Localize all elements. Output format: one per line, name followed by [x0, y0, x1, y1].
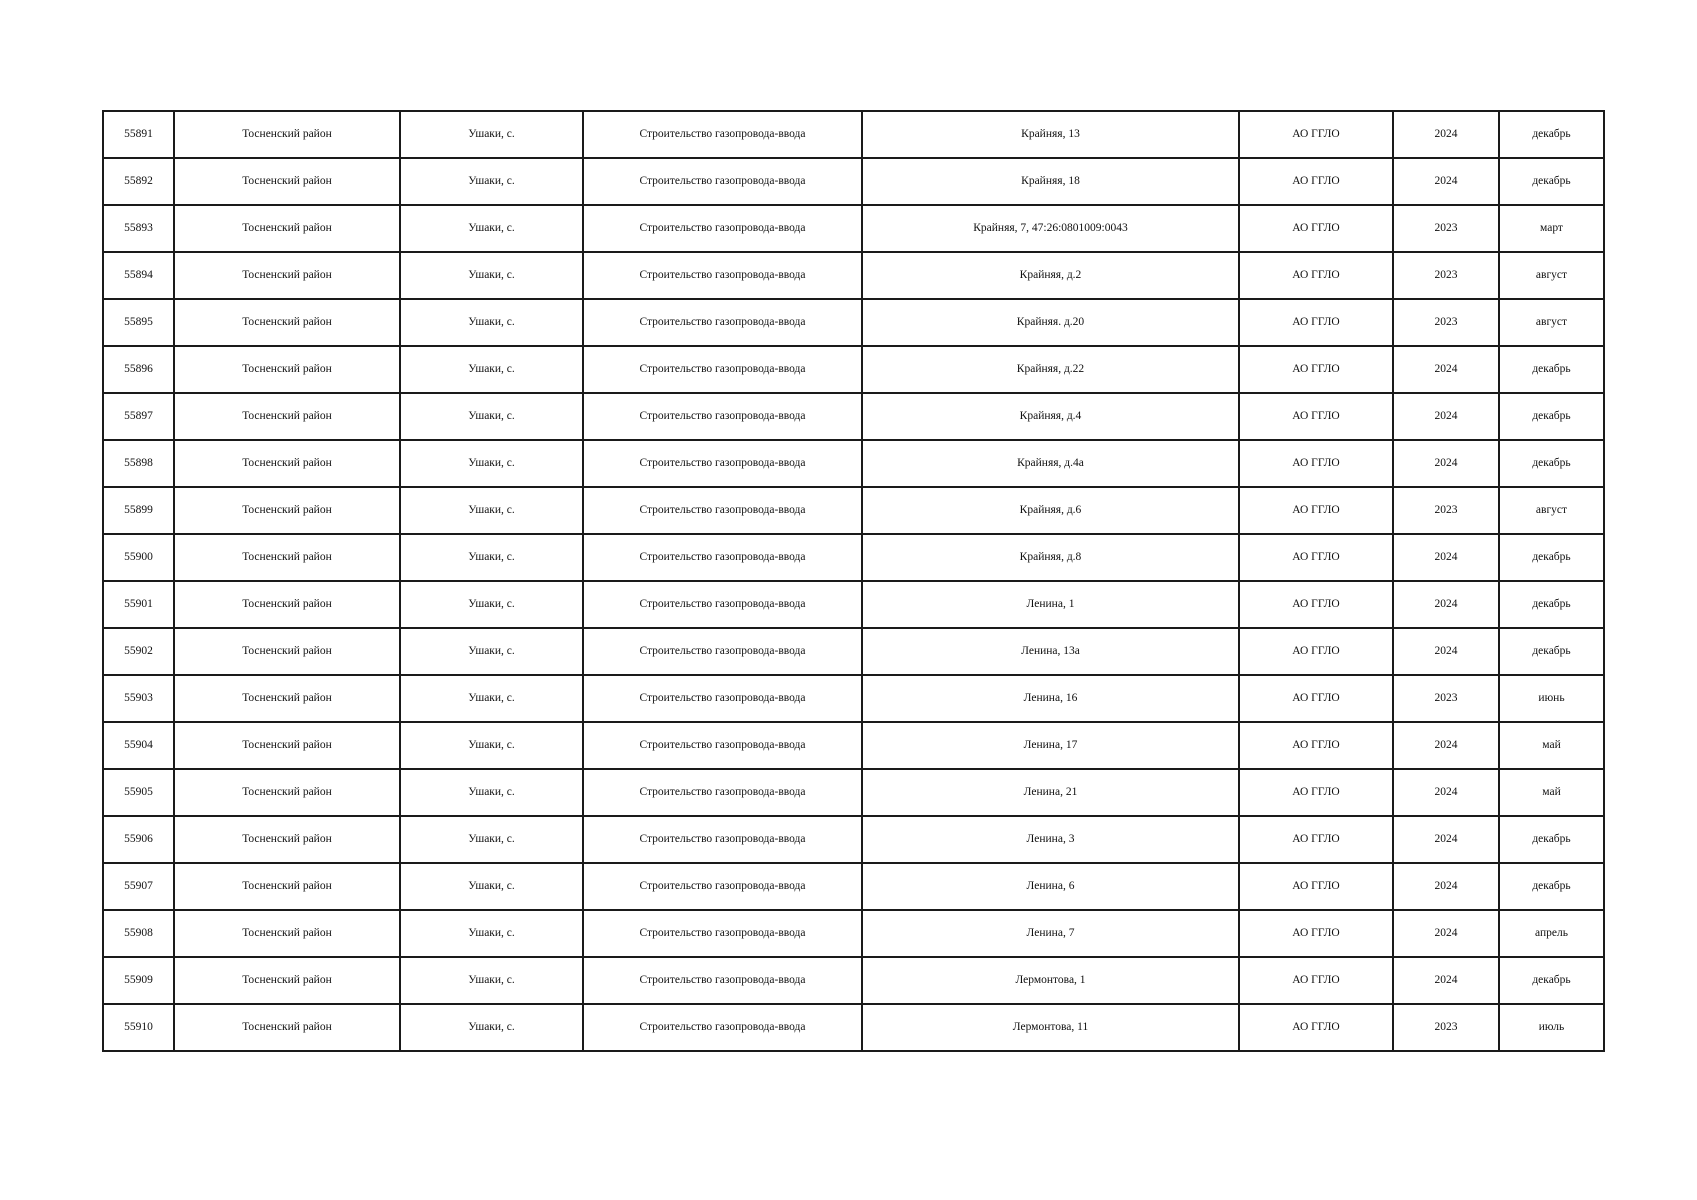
district-cell: Тосненский район	[174, 675, 400, 722]
row-id-cell: 55905	[103, 769, 174, 816]
locality-cell: Ушаки, с.	[400, 816, 583, 863]
address-cell: Ленина, 17	[862, 722, 1239, 769]
row-id-cell: 55896	[103, 346, 174, 393]
address-cell: Ленина, 6	[862, 863, 1239, 910]
district-cell: Тосненский район	[174, 722, 400, 769]
row-id-cell: 55908	[103, 910, 174, 957]
work-type-cell: Строительство газопровода-ввода	[583, 863, 862, 910]
month-cell: декабрь	[1499, 581, 1604, 628]
locality-cell: Ушаки, с.	[400, 534, 583, 581]
table-row	[103, 675, 1604, 722]
work-type-cell: Строительство газопровода-ввода	[583, 252, 862, 299]
locality-cell: Ушаки, с.	[400, 346, 583, 393]
month-cell: июнь	[1499, 675, 1604, 722]
table-row	[103, 205, 1604, 252]
table-row	[103, 158, 1604, 205]
locality-cell: Ушаки, с.	[400, 393, 583, 440]
address-cell: Ленина, 1	[862, 581, 1239, 628]
work-type-cell: Строительство газопровода-ввода	[583, 158, 862, 205]
work-type-cell: Строительство газопровода-ввода	[583, 534, 862, 581]
month-cell: декабрь	[1499, 816, 1604, 863]
locality-cell: Ушаки, с.	[400, 111, 583, 158]
month-cell: апрель	[1499, 910, 1604, 957]
month-cell: декабрь	[1499, 440, 1604, 487]
year-cell: 2024	[1393, 440, 1499, 487]
organization-cell: АО ГГЛО	[1239, 534, 1393, 581]
year-cell: 2024	[1393, 722, 1499, 769]
row-id-cell: 55898	[103, 440, 174, 487]
row-id-cell: 55902	[103, 628, 174, 675]
work-type-cell: Строительство газопровода-ввода	[583, 393, 862, 440]
district-cell: Тосненский район	[174, 534, 400, 581]
organization-cell: АО ГГЛО	[1239, 769, 1393, 816]
organization-cell: АО ГГЛО	[1239, 628, 1393, 675]
address-cell: Крайняя, 7, 47:26:0801009:0043	[862, 205, 1239, 252]
month-cell: декабрь	[1499, 346, 1604, 393]
year-cell: 2024	[1393, 769, 1499, 816]
table-body	[103, 111, 1604, 1051]
table-row	[103, 722, 1604, 769]
district-cell: Тосненский район	[174, 581, 400, 628]
year-cell: 2023	[1393, 487, 1499, 534]
address-cell: Крайняя, д.6	[862, 487, 1239, 534]
table-row	[103, 581, 1604, 628]
work-type-cell: Строительство газопровода-ввода	[583, 346, 862, 393]
month-cell: июль	[1499, 1004, 1604, 1051]
locality-cell: Ушаки, с.	[400, 722, 583, 769]
district-cell: Тосненский район	[174, 252, 400, 299]
locality-cell: Ушаки, с.	[400, 487, 583, 534]
address-cell: Крайняя, д.4	[862, 393, 1239, 440]
organization-cell: АО ГГЛО	[1239, 1004, 1393, 1051]
district-cell: Тосненский район	[174, 440, 400, 487]
table-row	[103, 1004, 1604, 1051]
table-row	[103, 957, 1604, 1004]
district-cell: Тосненский район	[174, 346, 400, 393]
district-cell: Тосненский район	[174, 863, 400, 910]
month-cell: март	[1499, 205, 1604, 252]
table-row	[103, 487, 1604, 534]
work-type-cell: Строительство газопровода-ввода	[583, 299, 862, 346]
table-row	[103, 910, 1604, 957]
gas-connection-table	[102, 110, 1605, 1052]
work-type-cell: Строительство газопровода-ввода	[583, 581, 862, 628]
month-cell: май	[1499, 722, 1604, 769]
work-type-cell: Строительство газопровода-ввода	[583, 628, 862, 675]
table-row	[103, 863, 1604, 910]
year-cell: 2024	[1393, 111, 1499, 158]
year-cell: 2024	[1393, 628, 1499, 675]
organization-cell: АО ГГЛО	[1239, 346, 1393, 393]
month-cell: август	[1499, 487, 1604, 534]
row-id-cell: 55900	[103, 534, 174, 581]
work-type-cell: Строительство газопровода-ввода	[583, 910, 862, 957]
month-cell: август	[1499, 252, 1604, 299]
address-cell: Крайняя. д.20	[862, 299, 1239, 346]
year-cell: 2024	[1393, 863, 1499, 910]
address-cell: Крайняя, д.2	[862, 252, 1239, 299]
row-id-cell: 55907	[103, 863, 174, 910]
address-cell: Ленина, 7	[862, 910, 1239, 957]
district-cell: Тосненский район	[174, 957, 400, 1004]
organization-cell: АО ГГЛО	[1239, 581, 1393, 628]
table-row	[103, 393, 1604, 440]
address-cell: Крайняя, д.8	[862, 534, 1239, 581]
table-row	[103, 816, 1604, 863]
address-cell: Ленина, 16	[862, 675, 1239, 722]
table-row	[103, 346, 1604, 393]
district-cell: Тосненский район	[174, 393, 400, 440]
year-cell: 2024	[1393, 158, 1499, 205]
row-id-cell: 55893	[103, 205, 174, 252]
locality-cell: Ушаки, с.	[400, 252, 583, 299]
locality-cell: Ушаки, с.	[400, 158, 583, 205]
work-type-cell: Строительство газопровода-ввода	[583, 769, 862, 816]
locality-cell: Ушаки, с.	[400, 299, 583, 346]
table-row	[103, 628, 1604, 675]
district-cell: Тосненский район	[174, 628, 400, 675]
year-cell: 2023	[1393, 205, 1499, 252]
row-id-cell: 55897	[103, 393, 174, 440]
organization-cell: АО ГГЛО	[1239, 487, 1393, 534]
district-cell: Тосненский район	[174, 816, 400, 863]
year-cell: 2023	[1393, 675, 1499, 722]
organization-cell: АО ГГЛО	[1239, 722, 1393, 769]
address-cell: Крайняя, д.22	[862, 346, 1239, 393]
locality-cell: Ушаки, с.	[400, 628, 583, 675]
work-type-cell: Строительство газопровода-ввода	[583, 111, 862, 158]
district-cell: Тосненский район	[174, 158, 400, 205]
year-cell: 2023	[1393, 252, 1499, 299]
organization-cell: АО ГГЛО	[1239, 205, 1393, 252]
table-row	[103, 252, 1604, 299]
work-type-cell: Строительство газопровода-ввода	[583, 205, 862, 252]
organization-cell: АО ГГЛО	[1239, 957, 1393, 1004]
year-cell: 2023	[1393, 1004, 1499, 1051]
organization-cell: АО ГГЛО	[1239, 440, 1393, 487]
year-cell: 2023	[1393, 299, 1499, 346]
locality-cell: Ушаки, с.	[400, 440, 583, 487]
month-cell: август	[1499, 299, 1604, 346]
district-cell: Тосненский район	[174, 769, 400, 816]
locality-cell: Ушаки, с.	[400, 205, 583, 252]
month-cell: декабрь	[1499, 957, 1604, 1004]
locality-cell: Ушаки, с.	[400, 581, 583, 628]
work-type-cell: Строительство газопровода-ввода	[583, 722, 862, 769]
year-cell: 2024	[1393, 346, 1499, 393]
table-row	[103, 299, 1604, 346]
address-cell: Лермонтова, 11	[862, 1004, 1239, 1051]
organization-cell: АО ГГЛО	[1239, 252, 1393, 299]
row-id-cell: 55891	[103, 111, 174, 158]
organization-cell: АО ГГЛО	[1239, 393, 1393, 440]
work-type-cell: Строительство газопровода-ввода	[583, 487, 862, 534]
table-row	[103, 440, 1604, 487]
district-cell: Тосненский район	[174, 910, 400, 957]
row-id-cell: 55894	[103, 252, 174, 299]
locality-cell: Ушаки, с.	[400, 957, 583, 1004]
address-cell: Крайняя, д.4а	[862, 440, 1239, 487]
month-cell: май	[1499, 769, 1604, 816]
district-cell: Тосненский район	[174, 111, 400, 158]
year-cell: 2024	[1393, 393, 1499, 440]
organization-cell: АО ГГЛО	[1239, 299, 1393, 346]
row-id-cell: 55899	[103, 487, 174, 534]
year-cell: 2024	[1393, 534, 1499, 581]
month-cell: декабрь	[1499, 628, 1604, 675]
year-cell: 2024	[1393, 816, 1499, 863]
organization-cell: АО ГГЛО	[1239, 158, 1393, 205]
year-cell: 2024	[1393, 910, 1499, 957]
organization-cell: АО ГГЛО	[1239, 111, 1393, 158]
table-row	[103, 111, 1604, 158]
district-cell: Тосненский район	[174, 1004, 400, 1051]
locality-cell: Ушаки, с.	[400, 1004, 583, 1051]
organization-cell: АО ГГЛО	[1239, 910, 1393, 957]
year-cell: 2024	[1393, 581, 1499, 628]
year-cell: 2024	[1393, 957, 1499, 1004]
work-type-cell: Строительство газопровода-ввода	[583, 675, 862, 722]
locality-cell: Ушаки, с.	[400, 675, 583, 722]
organization-cell: АО ГГЛО	[1239, 863, 1393, 910]
month-cell: декабрь	[1499, 158, 1604, 205]
row-id-cell: 55906	[103, 816, 174, 863]
work-type-cell: Строительство газопровода-ввода	[583, 1004, 862, 1051]
address-cell: Крайняя, 18	[862, 158, 1239, 205]
district-cell: Тосненский район	[174, 487, 400, 534]
row-id-cell: 55903	[103, 675, 174, 722]
month-cell: декабрь	[1499, 111, 1604, 158]
work-type-cell: Строительство газопровода-ввода	[583, 957, 862, 1004]
organization-cell: АО ГГЛО	[1239, 816, 1393, 863]
address-cell: Лермонтова, 1	[862, 957, 1239, 1004]
table-row	[103, 534, 1604, 581]
row-id-cell: 55901	[103, 581, 174, 628]
work-type-cell: Строительство газопровода-ввода	[583, 440, 862, 487]
district-cell: Тосненский район	[174, 299, 400, 346]
organization-cell: АО ГГЛО	[1239, 675, 1393, 722]
row-id-cell: 55895	[103, 299, 174, 346]
row-id-cell: 55910	[103, 1004, 174, 1051]
row-id-cell: 55909	[103, 957, 174, 1004]
table-row	[103, 769, 1604, 816]
locality-cell: Ушаки, с.	[400, 863, 583, 910]
address-cell: Ленина, 21	[862, 769, 1239, 816]
district-cell: Тосненский район	[174, 205, 400, 252]
work-type-cell: Строительство газопровода-ввода	[583, 816, 862, 863]
address-cell: Ленина, 13а	[862, 628, 1239, 675]
locality-cell: Ушаки, с.	[400, 910, 583, 957]
address-cell: Крайняя, 13	[862, 111, 1239, 158]
month-cell: декабрь	[1499, 863, 1604, 910]
month-cell: декабрь	[1499, 534, 1604, 581]
month-cell: декабрь	[1499, 393, 1604, 440]
row-id-cell: 55892	[103, 158, 174, 205]
address-cell: Ленина, 3	[862, 816, 1239, 863]
locality-cell: Ушаки, с.	[400, 769, 583, 816]
row-id-cell: 55904	[103, 722, 174, 769]
